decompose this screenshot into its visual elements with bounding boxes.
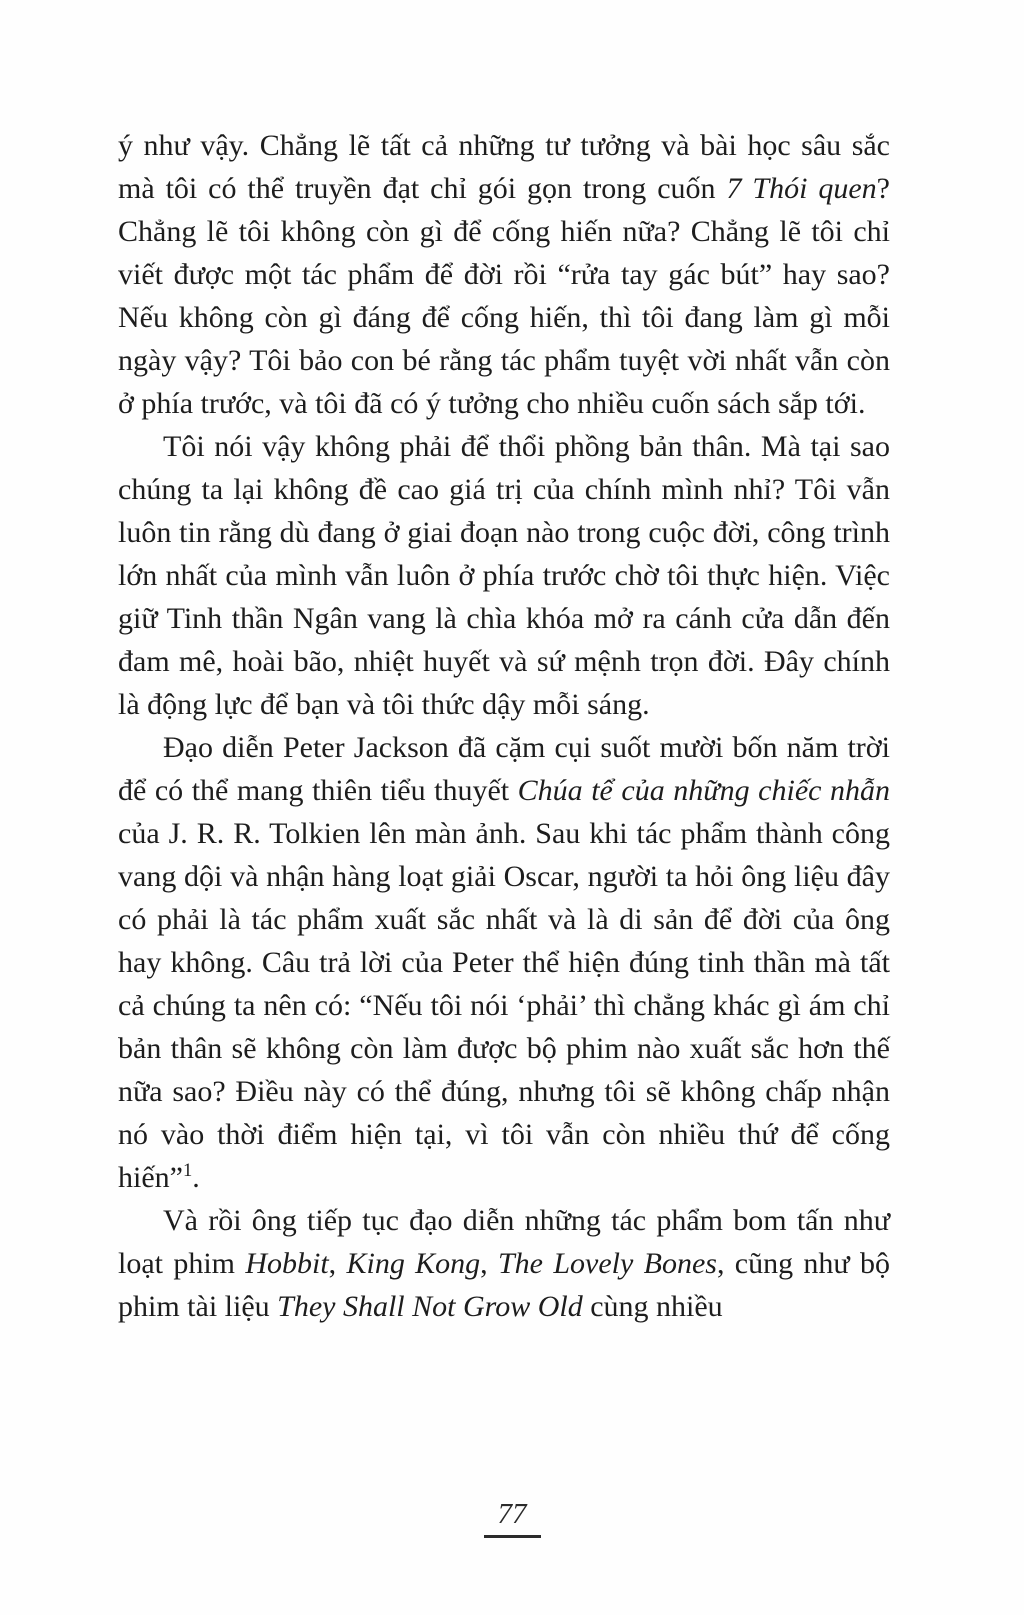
text-run: cùng nhiều [582, 1290, 723, 1323]
paragraph [118, 124, 890, 425]
text-run: Và rồi ông tiếp tục đạo diễn những tác phẩm bom tấn như loạt phim [118, 1204, 890, 1280]
film-title-hobbit: Hobbit [245, 1247, 329, 1280]
book-title-lord-of-the-rings: Chúa tể của những chiếc nhẫn [517, 774, 890, 807]
text-run: , [328, 1247, 347, 1280]
film-title-lovely-bones: The Lovely Bones [498, 1247, 717, 1280]
page-number: 77 [484, 1498, 541, 1538]
film-title-they-shall-not-grow-old: They Shall Not Grow Old [277, 1290, 583, 1323]
book-title-7-thoi-quen: 7 Thói quen [726, 172, 877, 205]
text-run: Tôi nói vậy không phải để thổi phồng bản thân. Mà tại sao chúng ta lại không đề cao giá trị của chính mình nhỉ? Tôi vẫn luôn tin rằng dù đang ở giai đoạn nào trong cuộc đời, công trình lớn nhất của mình vẫn luôn ở phía trước chờ tôi thực hiện. Việc giữ Tinh thần Ngân vang là chìa khóa mở ra cánh cửa dẫn đến đam mê, hoài bão, nhiệt huyết và sứ mệnh trọn đời. Đây chính là động lực để bạn và tôi thức dậy mỗi sáng. [118, 430, 890, 721]
page-text [118, 124, 890, 1328]
text-run: , [480, 1247, 498, 1280]
paragraph [118, 425, 890, 726]
text-run: của J. R. R. Tolkien lên màn ảnh. Sau khi tác phẩm thành công vang dội và nhận hàng loạt giải Oscar, người ta hỏi ông liệu đây có phải là tác phẩm xuất sắc nhất và là di sản để đời của ông hay không. Câu trả lời của Peter thể hiện đúng tinh thần mà tất cả chúng ta nên có: “Nếu tôi nói ‘phải’ thì chẳng khác gì ám chỉ bản thân sẽ không còn làm được bộ phim nào xuất sắc hơn thế nữa sao? Điều này có thể đúng, nhưng tôi sẽ không chấp nhận nó vào thời điểm hiện tại, vì tôi vẫn còn nhiều thứ để cống hiến” [118, 817, 890, 1194]
paragraph [118, 726, 890, 1199]
paragraph [118, 1199, 890, 1328]
page-footer [0, 1498, 1024, 1538]
film-title-king-kong: King Kong [346, 1247, 481, 1280]
text-run: Đạo diễn Peter Jackson đã cặm cụi suốt mười bốn năm trời để có thể mang thiên tiểu thuyết [118, 731, 890, 807]
text-run: . [192, 1161, 200, 1194]
text-run: , cũng như bộ phim tài liệu [118, 1247, 890, 1323]
text-run: ? Chẳng lẽ tôi không còn gì để cống hiến nữa? Chẳng lẽ tôi chỉ viết được một tác phẩm để đời rồi “rửa tay gác bút” hay sao? Nếu không còn gì đáng để cống hiến, thì tôi đang làm gì mỗi ngày vậy? Tôi bảo con bé rằng tác phẩm tuyệt vời nhất vẫn còn ở phía trước, và tôi đã có ý tưởng cho nhiều cuốn sách sắp tới. [118, 172, 890, 420]
footnote-marker: 1 [182, 1160, 193, 1181]
text-run: ý như vậy. Chẳng lẽ tất cả những tư tưởng và bài học sâu sắc mà tôi có thể truyền đạt chỉ gói gọn trong cuốn [118, 129, 890, 205]
